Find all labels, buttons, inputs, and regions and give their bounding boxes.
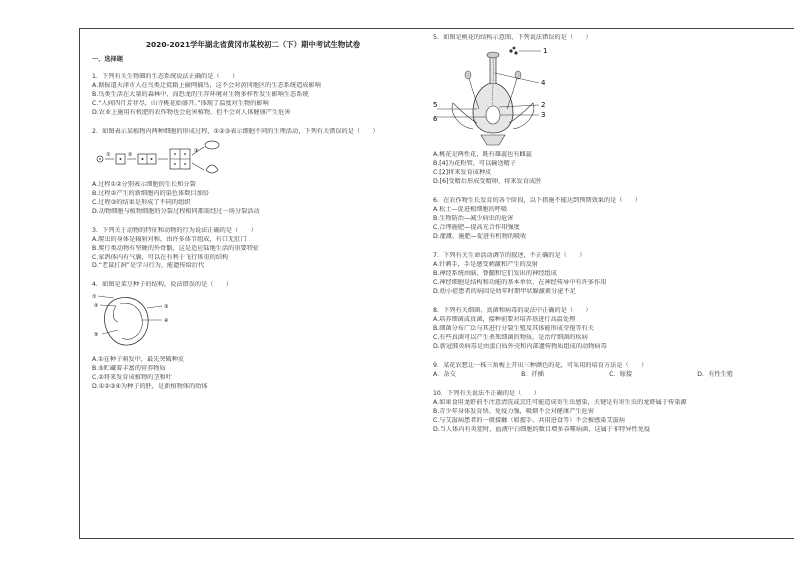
question-stem: 4．如图是菜豆种子的结构，说法错误的是（ ） (92, 281, 233, 289)
cotyledon-line (120, 304, 142, 340)
question-stem: 1．下列有关生物圈的生态系统说法正确的是（ ） (92, 72, 239, 80)
figure-label-4: ④ (164, 318, 169, 325)
option-b: B.鸟类生活在大量的森林中，而恐龙的生存环境对生物多样性发生影响生态系统 (92, 90, 309, 98)
question-stem: 2．如图表示某植物内两种细胞的形成过程，①②③表示细胞不同的生理活动，下列有关错误的是（ ） (92, 127, 379, 135)
option-c: C.神经细胞是结构和功能的基本单位，在神经传导中有许多作用 (433, 278, 607, 286)
option-c: C．嫁接 (609, 370, 633, 378)
exam-title: 2020-2021学年湖北省黄冈市某校初二（下）期中考试生物试卷 (145, 40, 361, 49)
question-stem: 9．某花农想让一株三角梅上开出三种颜色的花，可采用的培育方法是（ ） (433, 361, 648, 369)
question-stem: 3．下列关于动物的特征和动物的行为说法正确的是（ ） (92, 226, 257, 234)
option-a: A.据报道天津市人在鸟类迁徙路上偷网捕鸟，这不会对黄冈地区的生态系统造成影响 (92, 81, 321, 89)
question-2 (92, 128, 414, 217)
question-3 (92, 227, 414, 272)
option-a: A.爬虫的身体是辐射对称，由许多体节组成，有口无肛门 (92, 235, 247, 243)
option-b: B.生物防治—减少病虫的危害 (433, 214, 514, 222)
option-d: D.当人体内有炎症时，血液中白细胞的数目增多吞噬病菌，这属于非特异性免疫 (433, 425, 651, 433)
option-a: A.桃花是两性花，既有雄蕊也有雌蕊 (433, 150, 532, 158)
option-c: C.与艾滋病患者的一般接触（如握手、共用进食等）不会被感染艾滋病 (433, 416, 625, 424)
question-7 (433, 252, 779, 297)
option-a: A.①在种子萌发中，最先突破种皮 (92, 356, 185, 364)
figure-label-1: 1 (543, 46, 548, 55)
embryo-axis (113, 306, 118, 322)
option-b: B．扦插 (521, 370, 544, 378)
figure-label-2: ② (94, 303, 99, 310)
option-d: D.[6]受精后形成受精卵，将来发育成胚 (433, 177, 542, 185)
figure-label-2: ② (128, 151, 133, 158)
option-a: A.过程①②分别表示细胞的生长和分裂 (92, 180, 196, 188)
option-a: A.如果食用龙虾前不注意清洗或烹饪可能造成寄生虫感染，关键是有寄生虫的龙虾属于传染源 (433, 398, 687, 406)
option-c: C.[2]将来发育成种皮 (433, 168, 492, 176)
question-10 (433, 390, 779, 435)
figure-label-3: ③ (194, 147, 199, 154)
question-5 (433, 34, 779, 187)
cell-division-figure (92, 137, 272, 177)
question-stem: 10．下列有关说法不正确的是（ ） (433, 389, 540, 397)
option-d: D.动物细胞与植物细胞的分裂过程相同都需经过一场分裂活动 (92, 207, 260, 215)
option-c: C.“人间四月芳菲尽，山寺桃花始盛开。”体现了温度对生物的影响 (92, 99, 269, 107)
ovule (486, 106, 500, 124)
option-a: A.针刺手，手是感受刺激和产生的反射 (433, 260, 539, 268)
style (490, 57, 496, 83)
option-c: C.家鸽体内有气囊，可以在有利于飞行体重的结构 (92, 253, 229, 261)
option-c: C.②将来发育成植物的茎和叶 (92, 374, 172, 382)
option-a: A．杂交 (433, 370, 456, 378)
option-d: D.幼小症患者的病因是幼年时期甲状腺激素分泌不足 (433, 287, 576, 295)
option-d: D.灌溉、施肥—促进有机物的吸收 (433, 232, 527, 240)
question-stem: 7．下列有关生命活动调节的叙述，不正确的是（ ） (433, 251, 586, 259)
question-stem: 5．如图是桃花的结构示意图，下列说法错误的是（ ） (433, 34, 592, 41)
bean-seed-figure (92, 290, 182, 352)
option-a: A.松土—促进根细胞的呼吸 (433, 205, 508, 213)
differentiated-cell-b (206, 165, 218, 173)
pollen-grain (509, 49, 512, 52)
option-b: B.过程②产生的新细胞内的染色体数目加倍 (92, 189, 209, 197)
question-stem: 8．下列有关细菌、真菌和病毒的说法中正确的是（ ） (433, 306, 592, 314)
question-stem: 6．在农作物生长发育的各个阶段，以下措施不能达到预期效果的是（ ） (433, 196, 642, 204)
option-d: D.农业上施用有机肥的农作物也会危害植物，但不会对人体健康产生危害 (92, 108, 291, 116)
left-column (92, 34, 414, 392)
option-c: C.有些真菌可以产生杀死细菌的物质，是治疗细菌的疾病 (433, 333, 588, 341)
option-d: D.①②③④为种子的胚，是新植物体的幼体 (92, 383, 208, 391)
figure-label-1: ① (92, 294, 97, 301)
option-c: C.过程③的结果是形成了不同的组织 (92, 198, 191, 206)
option-b: B.[4]为花粉管，可以输送精子 (433, 159, 517, 167)
option-b: B.细菌分布广泛与其进行分裂生殖及其体能形成芽孢等有关 (433, 324, 594, 332)
option-b: B.神经系统由脑、脊髓和它们发出的神经组成 (433, 269, 557, 277)
receptacle (481, 135, 505, 145)
option-d: D.新冠肺炎病毒是由蛋白质外壳和内部遗传物质组成的动物病毒 (433, 342, 607, 350)
option-d: D．有性生殖 (697, 370, 733, 378)
option-c: C.合理施肥—提高光合作用强度 (433, 223, 520, 231)
figure-label-5: 5 (433, 100, 438, 109)
figure-label-5: ⑤ (94, 332, 99, 339)
figure-label-1: ① (106, 151, 111, 158)
option-a: A.培养细菌或真菌，接种前要对培养基进行高温处理 (433, 315, 576, 323)
question-1 (92, 73, 414, 118)
options-row (433, 371, 733, 380)
figure-label-2: 2 (541, 100, 546, 109)
question-6 (433, 197, 779, 242)
seed-coat (104, 298, 148, 346)
figure-label-4: 4 (541, 78, 546, 87)
question-8 (433, 307, 779, 352)
option-b: B.青少年身体发育快、免疫力强，吸烟不会对健康产生危害 (433, 407, 594, 415)
section-heading: 一、选择题 (92, 55, 123, 63)
option-b: B.爬行类动物有坚硬的外骨骼，这是适应陆地生活的重要特征 (92, 244, 260, 252)
question-9 (433, 362, 779, 380)
figure-label-3: ③ (164, 304, 169, 311)
option-d: D.“老鼠打洞”是学习行为，能遗传给后代 (92, 262, 205, 270)
figure-label-3: 3 (541, 110, 546, 119)
option-b: B.⑤贮藏着丰富的营养物质 (92, 365, 166, 373)
differentiated-cell-a (205, 141, 219, 149)
peach-flower-figure (433, 43, 583, 147)
question-4 (92, 281, 414, 392)
right-column (433, 34, 779, 435)
figure-label-6: 6 (433, 114, 438, 123)
